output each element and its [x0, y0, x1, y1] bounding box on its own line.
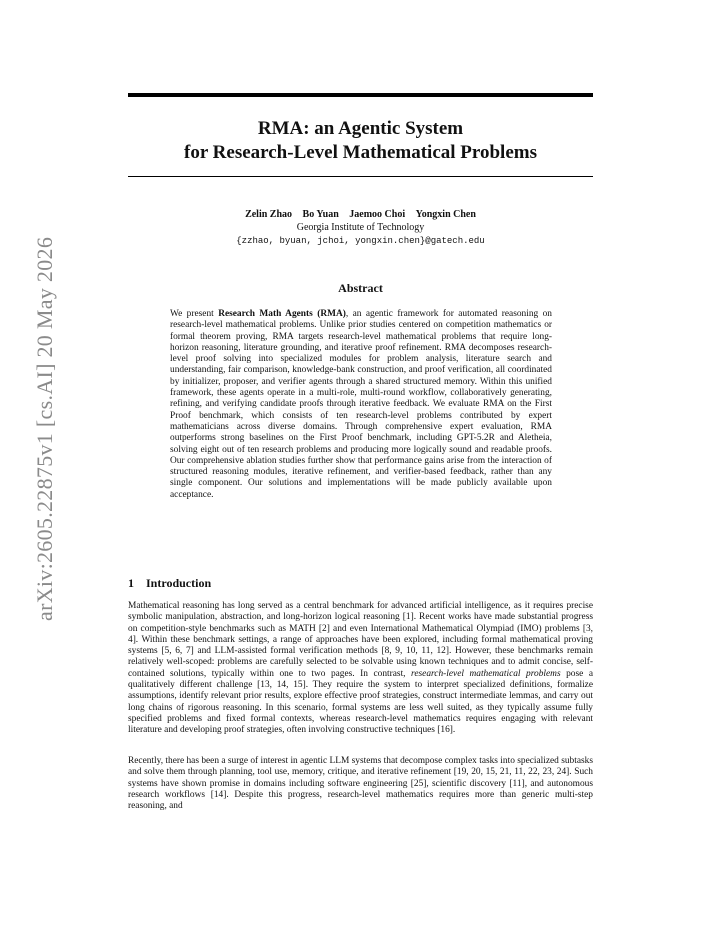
- section-title: Introduction: [146, 576, 212, 590]
- arxiv-stamp: arXiv:2605.22875v1 [cs.AI] 20 May 2026: [32, 236, 57, 621]
- title-line-2: for Research-Level Mathematical Problems: [184, 142, 537, 163]
- abstract-system-name: Research Math Agents (RMA): [218, 309, 346, 319]
- author-name: Jaemoo Choi: [349, 209, 406, 220]
- section-number: 1: [128, 576, 134, 590]
- section-heading: [128, 576, 211, 591]
- abstract-intro: We present: [170, 309, 219, 319]
- title-bottom-rule: [128, 176, 593, 177]
- paragraph-text: pose a qualitatively different challenge [13, 14, 15]. They require the system to interpret specialized definitions, formalize assumptions, identify relevant prior results, explore effective proof strategies, construct intermediate lemmas, and carry out long chains of rigorous reasoning. In this scenario, formal systems are less well suited, as they typically assume fully specified problems and fixed formal contexts, whereas research-level mathematics requires engaging with relevant literature and developing proof strategies, often involving constructive techniques [16].: [128, 668, 593, 736]
- affiliation: Georgia Institute of Technology: [296, 222, 425, 233]
- emphasis-text: research-level mathematical problems: [411, 668, 561, 679]
- intro-paragraph-2: Recently, there has been a surge of interest in agentic LLM systems that decompose complex tasks into specialized subtasks and solve them through planning, tool use, memory, critique, and iterative refinement [19, 20, 15, 21, 11, 22, 23, 24]. Such systems have shown promise in domains including software engineering [25], scientific discovery [11], and autonomous research workflows [14]. Despite this progress, research-level mathematics requires more than generic multi-step reasoning, and: [128, 756, 593, 812]
- author-name: Zelin Zhao: [245, 209, 293, 220]
- author-list: [128, 208, 593, 221]
- title-top-rule: [128, 93, 593, 97]
- abstract-text: , an agentic framework for automated reasoning on research-level mathematical problems. Unlike prior studies centered on competition mathematics or formal theorem proving, RMA targets research-level mathematical problems that require long-horizon reasoning, literature grounding, and iterative proof refinement. RMA decomposes research-level proof solving into specialized modules for problem analysis, literature search and understanding, fair comparison, knowledge-bank construction, and proof verification, all coordinated by initializer, proposer, and verifier agents through a shared structured memory. Within this unified framework, these agents operate in a multi-role, multi-round workflow, collaboratively generating, refining, and verifying candidate proofs through iterative feedback. We evaluate RMA on the First Proof benchmark, which consists of ten research-level problems contributed by expert mathematicians across diverse domains. Through comprehensive expert evaluation, RMA outperforms strong baselines on the First Proof benchmark, including GPT-5.2R and Aletheia, solving eight out of ten research problems and producing more logically sound and readable proofs. Our comprehensive ablation studies further show that performance gains arise from the interaction of structured reasoning modules, iterative refinement, and verifier-based feedback, rather than any single component. Our solutions and implementations will be made publicly available upon acceptance.: [170, 309, 552, 500]
- author-name: Yongxin Chen: [415, 209, 476, 220]
- abstract-heading: Abstract: [338, 281, 383, 295]
- author-emails: {zzhao, byuan, jchoi, yongxin.chen}@gatech.edu: [236, 236, 485, 246]
- paper-title: [128, 117, 593, 165]
- paragraph-text: Mathematical reasoning has long served as a central benchmark for advanced artificial intelligence, as it requires precise symbolic manipulation, abstraction, and long-horizon logical reasoning [1]. Recent works have made substantial progress on competition-style benchmarks such as MATH [2] and even International Mathematical Olympiad (IMO) problems [3, 4]. Within these benchmark settings, a range of approaches have been explored, including formal mathematical proving systems [5, 6, 7] and LLM-assisted formal verification methods [8, 9, 10, 11, 12]. However, these benchmarks remain relatively well-scoped: problems are carefully selected to be solvable using known techniques and to admit concise, self-contained solutions, typically within one to two pages. In contrast,: [128, 601, 593, 679]
- title-line-1: RMA: an Agentic System: [257, 118, 464, 139]
- intro-paragraph-1: [128, 601, 593, 737]
- abstract-body: [170, 309, 552, 501]
- author-name: Bo Yuan: [302, 209, 339, 220]
